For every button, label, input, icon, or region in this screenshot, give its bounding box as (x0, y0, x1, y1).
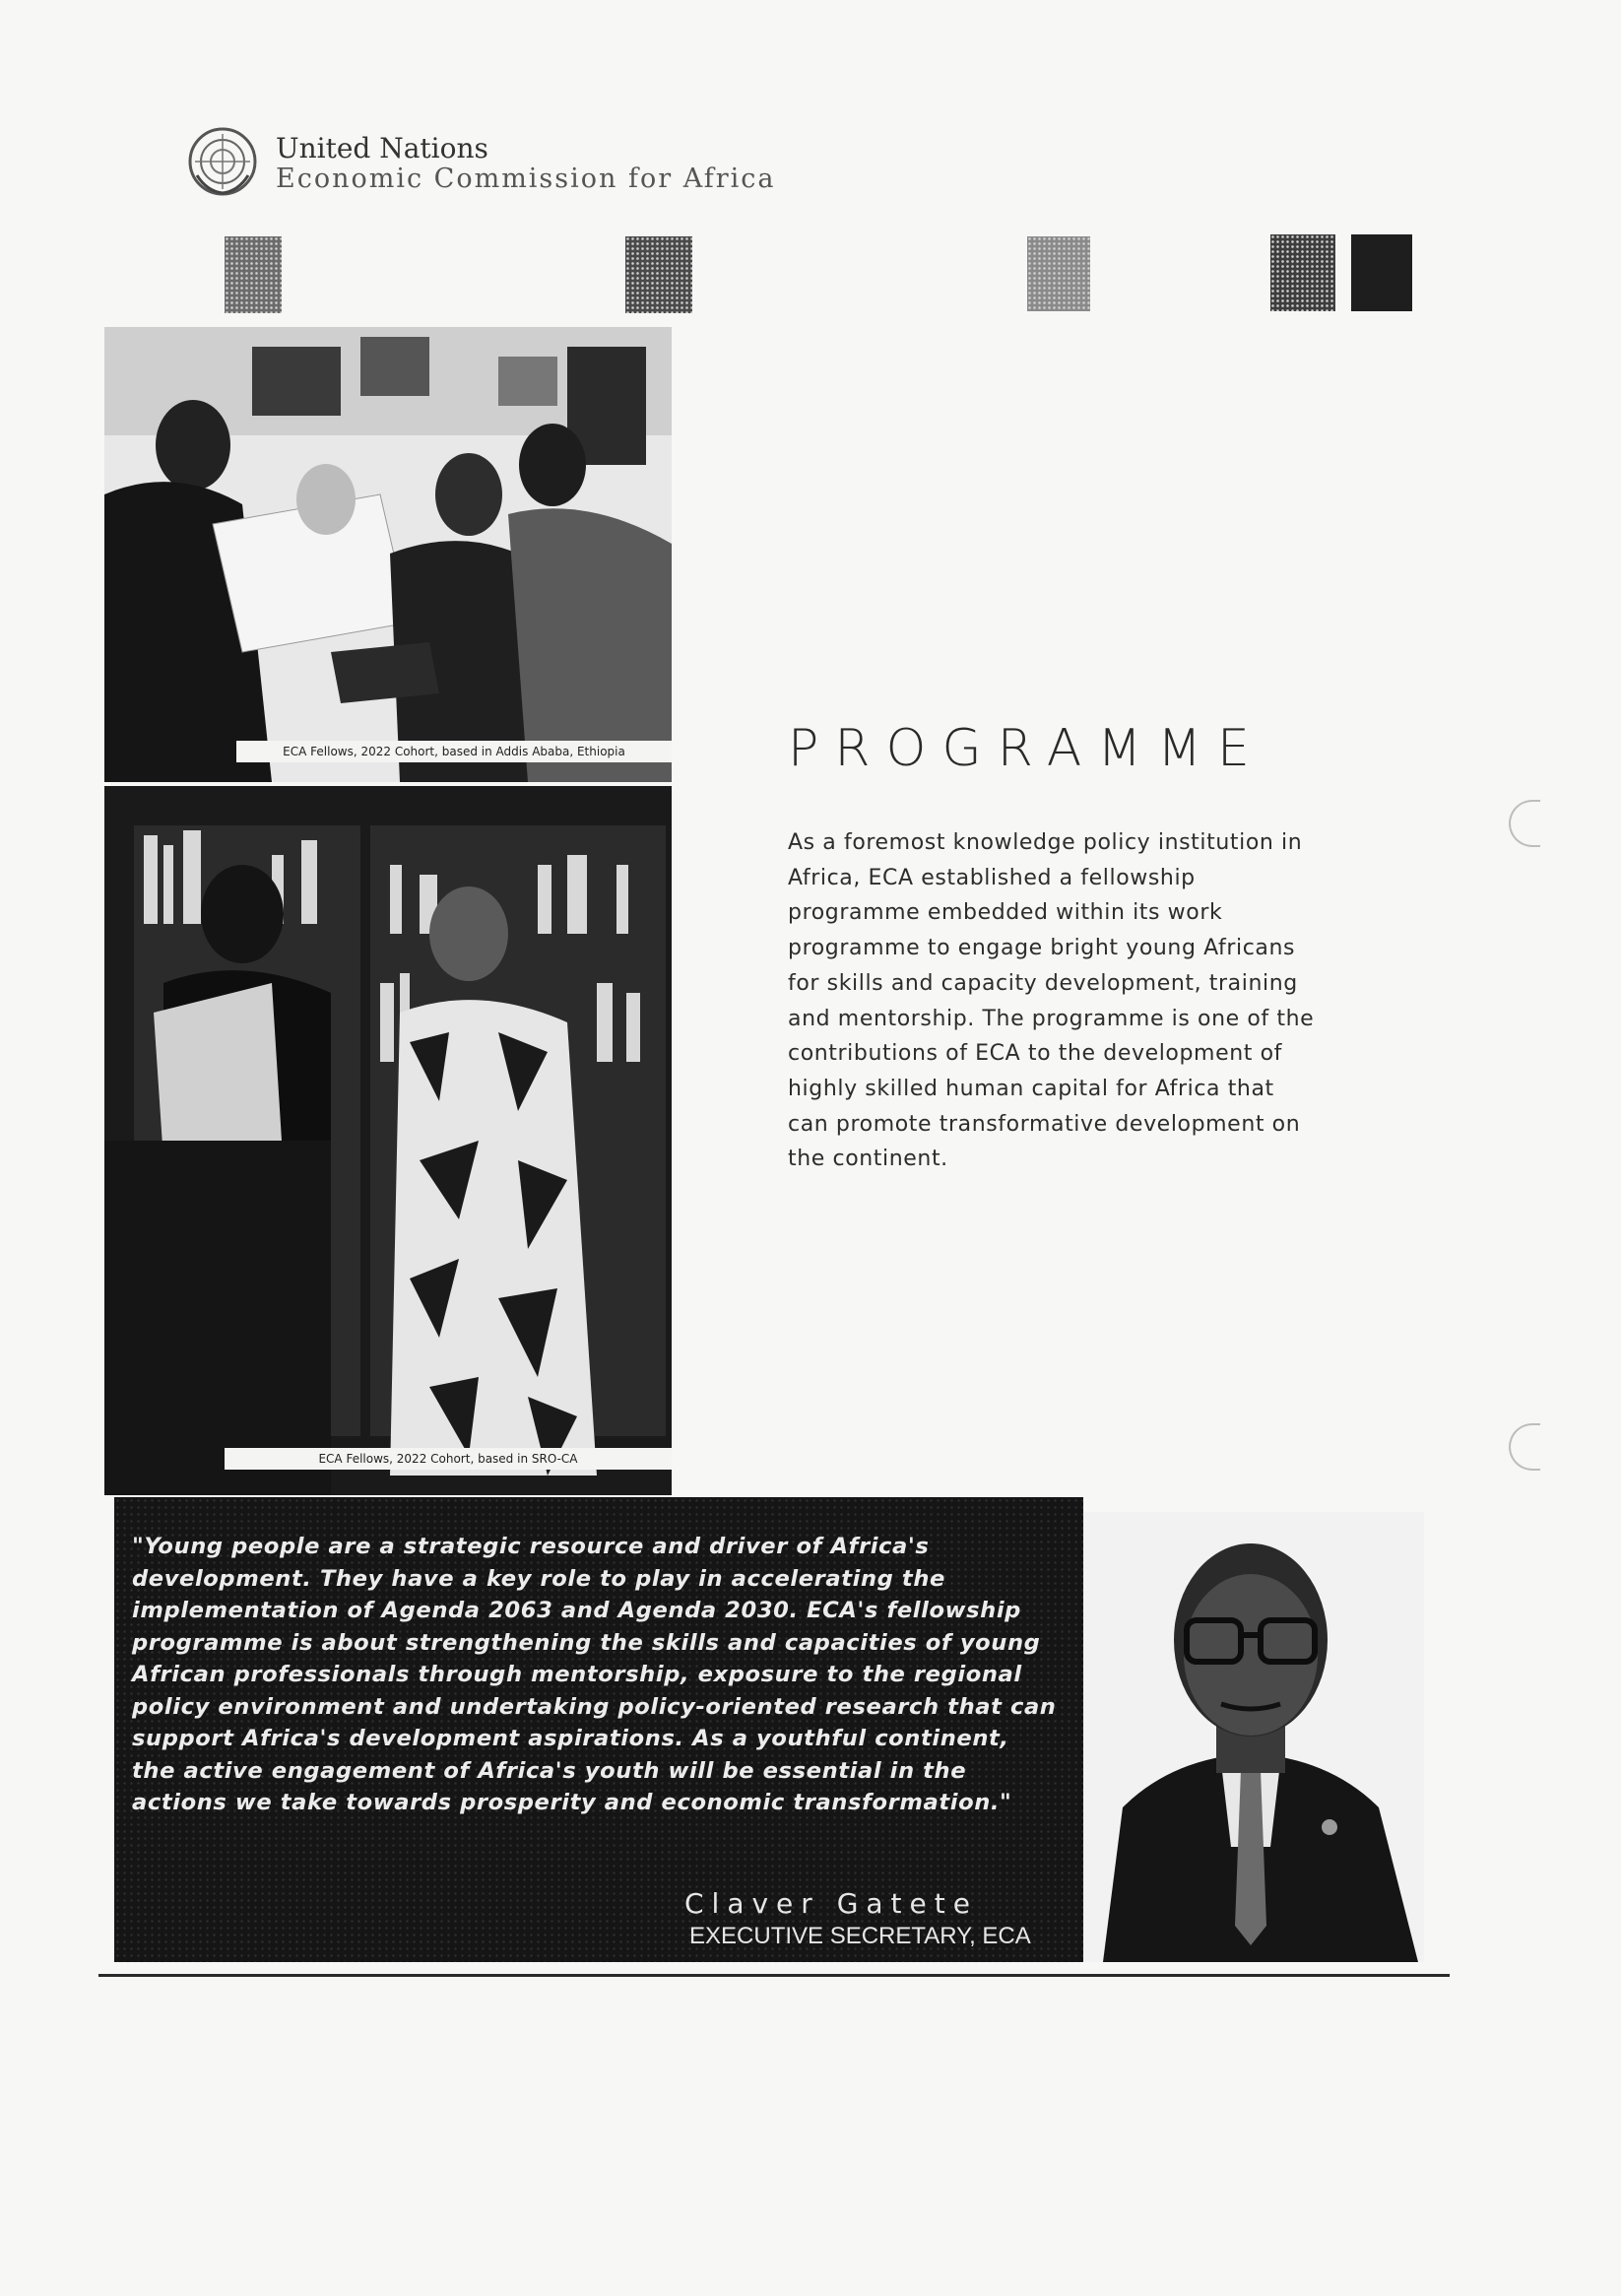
caption-bottom-photo: ECA Fellows, 2022 Cohort, based in SRO-CA (225, 1448, 672, 1470)
punch-hole-mark (1509, 1423, 1540, 1471)
bottom-rule (98, 1974, 1450, 1977)
caption-top-photo: ECA Fellows, 2022 Cohort, based in Addis Ababa, Ethiopia (236, 741, 672, 762)
programme-body: As a foremost knowledge policy institution in Africa, ECA established a fellowship programme embedded within its work programme to engage bright young Africans for skills and capacity development, training and mentorship. The programme is one of the contributions of ECA to the development of highly skilled human capital for Africa that can promote transformative development on the continent. (788, 830, 1315, 1172)
portrait-executive-secretary (1083, 1512, 1424, 1962)
quote-text: "Young people are a strategic resource and driver of Africa's development. They have a key role to play in accelerating the implementation of Agenda 2063 and Agenda 2030. ECA's fellowship programme is about strengthening the skills and capacities of young African professionals through mentorship, exposure to the regional policy environment and undertaking policy-oriented research that can support Africa's development aspirations. As a youthful continent, the active engagement of Africa's youth will be essential in the actions we take towards prosperity and economic transformation." (132, 1534, 1057, 1815)
photo-fellows-addis-ababa (104, 327, 672, 782)
photo-fellows-sro-ca (104, 786, 672, 1495)
un-emblem-icon (187, 126, 258, 197)
decorative-square (1351, 234, 1412, 311)
org-name-line1: United Nations (276, 132, 488, 164)
decorative-square (225, 236, 282, 313)
quote-author-title: EXECUTIVE SECRETARY, ECA (689, 1923, 1031, 1949)
decorative-square (625, 236, 692, 313)
programme-heading: PROGRAMME (788, 719, 1265, 778)
decorative-square (1027, 236, 1090, 311)
decorative-square (1270, 234, 1335, 311)
punch-hole-mark (1509, 800, 1540, 847)
org-name-line2: Economic Commission for Africa (276, 164, 776, 194)
quote-author-name: Claver Gatete (684, 1887, 978, 1920)
